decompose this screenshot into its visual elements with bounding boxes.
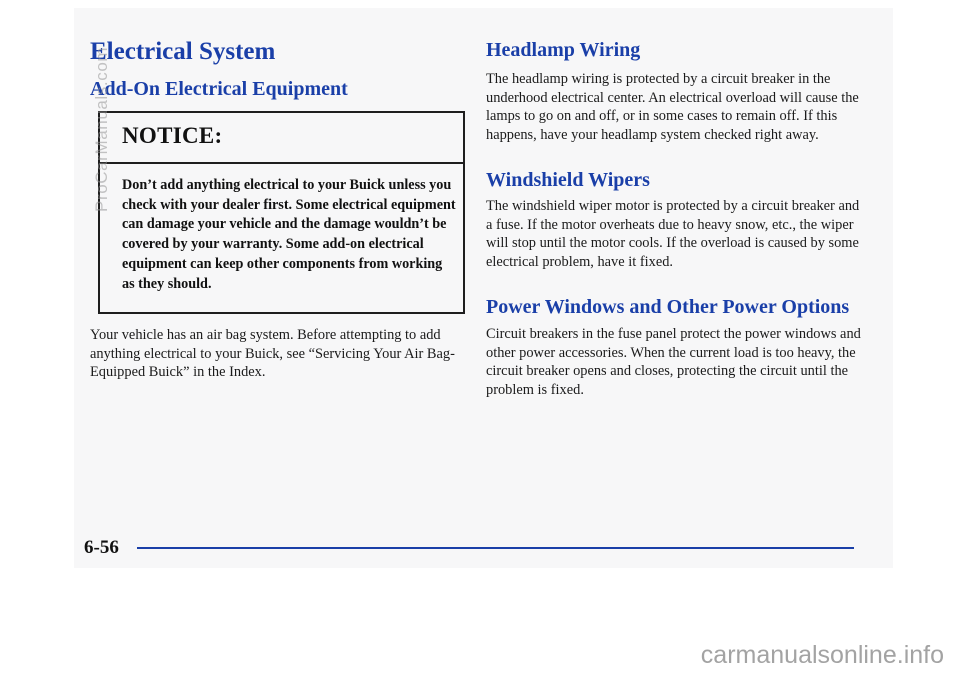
side-watermark-text: ProCarManuals.com <box>92 46 111 212</box>
body-headlamp-wiring: The headlamp wiring is protected by a circuit breaker in the underhood electrical center. An electrical overload will cause the lamps to go on and off, or in some cases to remain off. If this happens, have your headlamp system checked right away. <box>486 71 859 143</box>
heading-headlamp-wiring: Headlamp Wiring <box>486 39 641 61</box>
air-bag-paragraph: Your vehicle has an air bag system. Before attempting to add anything electrical to your Buick, see “Servicing Your Air Bag-Equipped Buick” in the Index. <box>90 327 455 381</box>
footer-rule <box>137 547 854 549</box>
notice-title: NOTICE: <box>122 123 223 148</box>
notice-box <box>98 111 465 314</box>
body-power-windows: Circuit breakers in the fuse panel protect the power windows and other power accessories. When the current load is too heavy, the circuit breaker opens and closes, protecting the circuit until the problem is fixed. <box>486 326 861 398</box>
page-number: 6-56 <box>84 537 119 558</box>
heading-windshield-wipers: Windshield Wipers <box>486 169 650 191</box>
subsection-title-add-on-electrical: Add-On Electrical Equipment <box>90 78 348 100</box>
notice-divider <box>100 162 463 164</box>
notice-body: Don’t add anything electrical to your Buick unless you check with your dealer first. Some electrical equipment can damage your vehicle and the damage wouldn’t be covered by your warranty. Some add-on electrical equipment can keep other components from working as they should. <box>122 177 456 292</box>
heading-power-windows: Power Windows and Other Power Options <box>486 296 850 318</box>
section-title: Electrical System <box>90 38 276 65</box>
manual-page <box>74 8 893 568</box>
body-windshield-wipers: The windshield wiper motor is protected by a circuit breaker and a fuse. If the motor overheats due to heavy snow, etc., the wiper will stop until the motor cools. If the overload is caused by some electrical problem, have it fixed. <box>486 198 860 270</box>
bottom-watermark: carmanualsonline.info <box>700 641 944 669</box>
